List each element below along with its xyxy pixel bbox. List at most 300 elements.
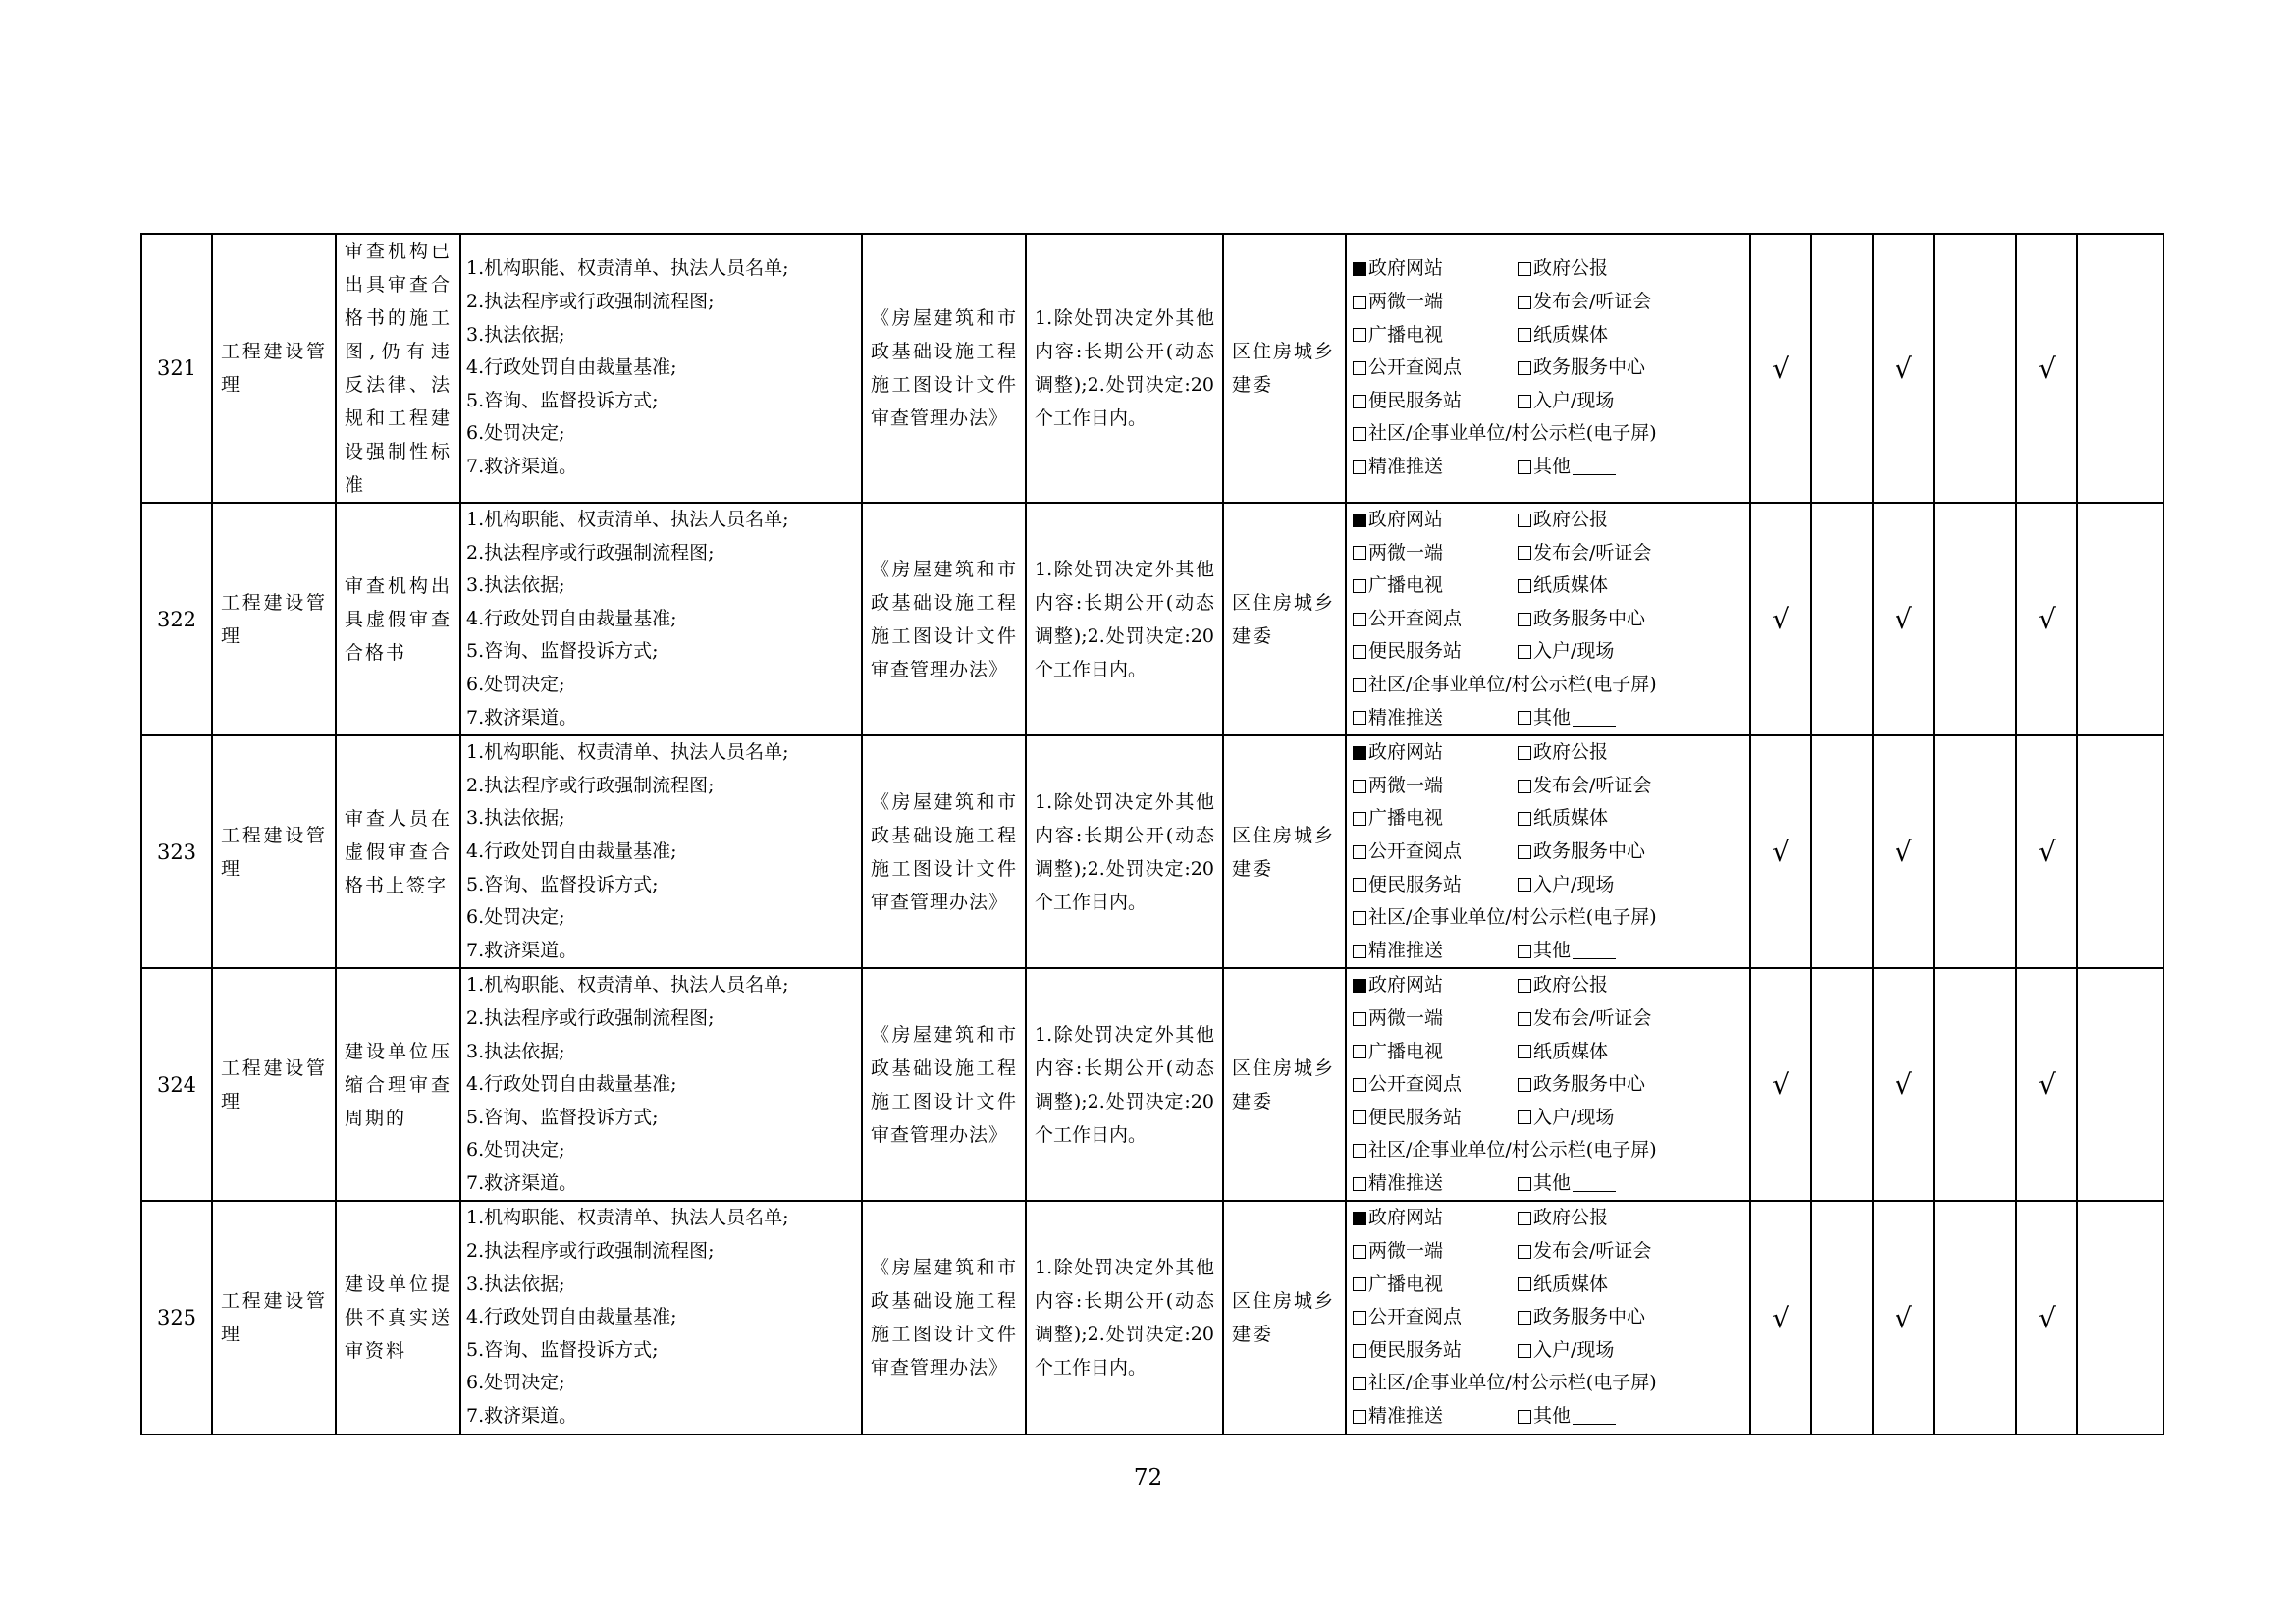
blank-line [1573, 943, 1616, 959]
content-cell [460, 234, 862, 503]
content-line: 1.机构职能、权责清单、执法人员名单; [466, 257, 789, 280]
channel-option [1518, 969, 1682, 1002]
content-line: 2.执法程序或行政强制流程图; [466, 774, 715, 796]
checkbox-icon [1518, 1410, 1531, 1424]
channel-option [1353, 451, 1518, 484]
checkbox-icon [1353, 427, 1366, 441]
channel-option [1518, 1036, 1682, 1069]
check-mark: √ [1750, 234, 1811, 503]
channel-label: 政府网站 [1368, 509, 1444, 530]
checkbox-icon [1353, 262, 1366, 276]
checkbox-icon [1353, 678, 1366, 692]
basis-cell: 《房屋建筑和市政基础设施工程施工图设计文件审查管理办法》 [862, 735, 1026, 968]
channel-label: 广播电视 [1368, 807, 1444, 830]
channel-option [1353, 935, 1518, 968]
content-line: 5.咨询、监督投诉方式; [466, 389, 659, 411]
channel-label: 其他 [1533, 1171, 1572, 1194]
channel-label: 两微一端 [1368, 774, 1444, 796]
channel-label: 其他 [1533, 939, 1572, 961]
checkbox-icon [1518, 1045, 1531, 1058]
check-mark: √ [2016, 968, 2077, 1201]
table-body [141, 234, 2163, 1435]
channel-option [1518, 1269, 1682, 1302]
channel-option [1518, 603, 1682, 636]
content-line: 6.处罚决定; [466, 1372, 565, 1394]
checkbox-icon [1518, 361, 1531, 375]
channel-label: 政府公报 [1533, 974, 1609, 997]
content-line: 6.处罚决定; [466, 422, 565, 445]
content-line: 6.处罚决定; [466, 906, 565, 929]
channel-label: 便民服务站 [1368, 389, 1463, 411]
checkbox-icon [1353, 1311, 1366, 1325]
channel-label: 精准推送 [1368, 706, 1444, 729]
channel-option [1353, 1002, 1518, 1036]
checkbox-icon [1518, 1245, 1531, 1259]
channel-option [1353, 1400, 1518, 1434]
period-cell: 1.除处罚决定外其他内容:长期公开(动态调整);2.处罚决定:20个工作日内。 [1026, 503, 1223, 735]
check-mark: √ [1873, 735, 1934, 968]
check-mark: √ [2016, 735, 2077, 968]
checkbox-icon [1353, 780, 1366, 793]
checkbox-icon [1353, 395, 1366, 408]
checkbox-icon [1353, 1177, 1366, 1191]
channel-label: 政府公报 [1533, 1207, 1609, 1229]
empty-mark-cell [1811, 1201, 1873, 1434]
content-line: 3.执法依据; [466, 807, 565, 830]
item-cell: 建设单位提供不真实送审资料 [336, 1201, 460, 1434]
content-line: 3.执法依据; [466, 1040, 565, 1062]
row-number: 321 [141, 234, 212, 503]
checkbox-icon [1518, 1344, 1531, 1358]
checkbox-icon [1353, 1144, 1366, 1158]
check-mark: √ [1750, 1201, 1811, 1434]
channel-label: 入户/现场 [1533, 1338, 1615, 1361]
checkbox-icon [1518, 613, 1531, 626]
item-cell: 审查机构出具虚假审查合格书 [336, 503, 460, 735]
checkbox-icon [1518, 645, 1531, 659]
check-mark: √ [1873, 503, 1934, 735]
channels-cell [1346, 234, 1750, 503]
channel-label: 政府公报 [1533, 741, 1609, 764]
check-mark: √ [1873, 234, 1934, 503]
channel-option [1353, 417, 1657, 451]
period-cell: 1.除处罚决定外其他内容:长期公开(动态调整);2.处罚决定:20个工作日内。 [1026, 735, 1223, 968]
category-cell: 工程建设管理 [212, 968, 336, 1201]
channel-option [1518, 869, 1682, 902]
channel-label: 发布会/听证会 [1533, 291, 1652, 313]
channel-label: 政务服务中心 [1533, 356, 1646, 379]
channel-option [1353, 736, 1518, 770]
channel-label: 公开查阅点 [1368, 607, 1463, 629]
channel-label: 政府网站 [1368, 741, 1444, 764]
channel-label: 广播电视 [1368, 1040, 1444, 1062]
channel-option [1353, 252, 1518, 286]
content-line: 2.执法程序或行政强制流程图; [466, 1240, 715, 1263]
channel-option [1518, 252, 1682, 286]
checkbox-icon [1353, 1245, 1366, 1259]
checkbox-icon [1518, 1078, 1531, 1092]
channel-option [1353, 319, 1518, 352]
empty-mark-cell [1934, 234, 2016, 503]
checkbox-icon [1353, 1277, 1366, 1291]
check-mark: √ [1750, 503, 1811, 735]
check-mark: √ [1873, 1201, 1934, 1434]
content-line: 5.咨询、监督投诉方式; [466, 1106, 659, 1128]
content-line: 7.救济渠道。 [466, 455, 578, 477]
blank-line [1573, 1408, 1616, 1425]
channel-label: 公开查阅点 [1368, 1306, 1463, 1328]
checkbox-icon [1353, 361, 1366, 375]
basis-cell: 《房屋建筑和市政基础设施工程施工图设计文件审查管理办法》 [862, 503, 1026, 735]
checkbox-icon [1518, 296, 1531, 309]
empty-mark-cell [1811, 234, 1873, 503]
check-mark: √ [1873, 968, 1934, 1201]
check-mark: √ [2016, 1201, 2077, 1434]
check-mark: √ [1750, 735, 1811, 968]
checkbox-icon [1518, 328, 1531, 342]
checkbox-icon [1353, 1344, 1366, 1358]
checkbox-icon [1353, 812, 1366, 826]
content-line: 6.处罚决定; [466, 1139, 565, 1162]
content-line: 1.机构职能、权责清单、执法人员名单; [466, 1207, 789, 1229]
channel-label: 广播电视 [1368, 1272, 1444, 1295]
checkbox-icon [1353, 1045, 1366, 1058]
checkbox-icon [1518, 514, 1531, 527]
channel-option [1353, 1202, 1518, 1235]
channel-option [1353, 802, 1518, 836]
blank-line [1573, 1175, 1616, 1192]
channel-label: 两微一端 [1368, 1240, 1444, 1263]
checkbox-icon [1518, 878, 1531, 892]
channel-label: 纸质媒体 [1533, 807, 1609, 830]
channel-label: 发布会/听证会 [1533, 1240, 1652, 1263]
channel-label: 政务服务中心 [1533, 839, 1646, 862]
checkbox-icon [1353, 296, 1366, 309]
channel-label: 政务服务中心 [1533, 1073, 1646, 1096]
channel-label: 纸质媒体 [1533, 1272, 1609, 1295]
content-line: 4.行政处罚自由裁量基准; [466, 607, 677, 629]
channel-label: 社区/企事业单位/村公示栏(电子屏) [1368, 1372, 1657, 1394]
channel-option [1518, 1002, 1682, 1036]
category-cell: 工程建设管理 [212, 234, 336, 503]
channel-option [1353, 1068, 1518, 1102]
channel-option [1518, 569, 1682, 603]
empty-mark-cell [1811, 503, 1873, 735]
checkbox-icon [1353, 746, 1366, 760]
channel-option [1353, 537, 1518, 570]
checkbox-icon [1353, 328, 1366, 342]
row-number: 322 [141, 503, 212, 735]
period-cell: 1.除处罚决定外其他内容:长期公开(动态调整);2.处罚决定:20个工作日内。 [1026, 968, 1223, 1201]
content-line: 7.救济渠道。 [466, 706, 578, 729]
checkbox-icon [1353, 460, 1366, 474]
channel-label: 政府网站 [1368, 257, 1444, 280]
channel-label: 便民服务站 [1368, 1106, 1463, 1128]
channel-option [1353, 869, 1518, 902]
disclosure-table [140, 233, 2164, 1435]
empty-mark-cell [2077, 968, 2163, 1201]
channel-label: 精准推送 [1368, 939, 1444, 961]
channel-label: 便民服务站 [1368, 873, 1463, 895]
channel-label: 精准推送 [1368, 1171, 1444, 1194]
empty-mark-cell [2077, 503, 2163, 735]
channel-label: 发布会/听证会 [1533, 1006, 1652, 1029]
channel-option [1518, 451, 1616, 484]
subject-cell: 区住房城乡建委 [1223, 1201, 1346, 1434]
channel-label: 政府公报 [1533, 509, 1609, 530]
checkbox-icon [1353, 878, 1366, 892]
content-line: 7.救济渠道。 [466, 1405, 578, 1428]
row-number: 325 [141, 1201, 212, 1434]
checkbox-icon [1353, 579, 1366, 593]
channel-option [1353, 1334, 1518, 1368]
item-cell: 审查机构已出具审查合格书的施工图,仍有违反法律、法规和工程建设强制性标准 [336, 234, 460, 503]
channel-option [1353, 1167, 1518, 1201]
basis-cell: 《房屋建筑和市政基础设施工程施工图设计文件审查管理办法》 [862, 234, 1026, 503]
channel-label: 入户/现场 [1533, 389, 1615, 411]
empty-mark-cell [2077, 735, 2163, 968]
checkbox-icon [1353, 645, 1366, 659]
channel-option [1518, 935, 1616, 968]
check-mark: √ [2016, 234, 2077, 503]
checkbox-icon [1353, 979, 1366, 993]
checkbox-icon [1518, 1177, 1531, 1191]
content-line: 2.执法程序或行政强制流程图; [466, 541, 715, 564]
empty-mark-cell [1811, 968, 1873, 1201]
content-line: 6.处罚决定; [466, 673, 565, 695]
channel-option [1353, 1367, 1657, 1400]
channel-label: 发布会/听证会 [1533, 774, 1652, 796]
channel-label: 广播电视 [1368, 323, 1444, 346]
checkbox-icon [1353, 945, 1366, 958]
channel-option [1353, 603, 1518, 636]
empty-mark-cell [1934, 1201, 2016, 1434]
channel-label: 公开查阅点 [1368, 1073, 1463, 1096]
channel-label: 两微一端 [1368, 541, 1444, 564]
channel-option [1353, 836, 1518, 869]
channel-option [1518, 537, 1682, 570]
channel-option [1518, 1102, 1682, 1135]
content-line: 5.咨询、监督投诉方式; [466, 873, 659, 895]
content-line: 5.咨询、监督投诉方式; [466, 1338, 659, 1361]
item-cell: 建设单位压缩合理审查周期的 [336, 968, 460, 1201]
content-line: 2.执法程序或行政强制流程图; [466, 291, 715, 313]
channel-option [1518, 702, 1616, 735]
check-mark: √ [2016, 503, 2077, 735]
channel-option [1353, 352, 1518, 385]
period-cell: 1.除处罚决定外其他内容:长期公开(动态调整);2.处罚决定:20个工作日内。 [1026, 234, 1223, 503]
channel-option [1353, 702, 1518, 735]
basis-cell: 《房屋建筑和市政基础设施工程施工图设计文件审查管理办法》 [862, 968, 1026, 1201]
channel-option [1518, 635, 1682, 669]
checkbox-icon [1353, 1110, 1366, 1124]
content-cell [460, 968, 862, 1201]
channel-label: 其他 [1533, 455, 1572, 477]
content-line: 7.救济渠道。 [466, 1171, 578, 1194]
channel-option [1353, 635, 1518, 669]
channel-option [1518, 1167, 1616, 1201]
table-row [141, 735, 2163, 968]
empty-mark-cell [1934, 503, 2016, 735]
content-line: 4.行政处罚自由裁量基准; [466, 1306, 677, 1328]
channel-label: 社区/企事业单位/村公示栏(电子屏) [1368, 1139, 1657, 1162]
channel-label: 其他 [1533, 706, 1572, 729]
checkbox-icon [1353, 1012, 1366, 1026]
channel-label: 政府网站 [1368, 1207, 1444, 1229]
checkbox-icon [1518, 460, 1531, 474]
channels-cell [1346, 735, 1750, 968]
channel-option [1353, 286, 1518, 319]
channel-option [1353, 669, 1657, 702]
channel-label: 纸质媒体 [1533, 1040, 1609, 1062]
channel-option [1518, 1202, 1682, 1235]
row-number: 323 [141, 735, 212, 968]
channel-label: 社区/企事业单位/村公示栏(电子屏) [1368, 673, 1657, 695]
table-row [141, 503, 2163, 735]
checkbox-icon [1518, 579, 1531, 593]
subject-cell: 区住房城乡建委 [1223, 503, 1346, 735]
empty-mark-cell [1811, 735, 1873, 968]
checkbox-icon [1353, 514, 1366, 527]
channel-option [1518, 770, 1682, 803]
channel-label: 纸质媒体 [1533, 574, 1609, 597]
channel-option [1518, 736, 1682, 770]
channel-label: 社区/企事业单位/村公示栏(电子屏) [1368, 906, 1657, 929]
subject-cell: 区住房城乡建委 [1223, 234, 1346, 503]
content-line: 4.行政处罚自由裁量基准; [466, 839, 677, 862]
checkbox-icon [1353, 1410, 1366, 1424]
channel-label: 其他 [1533, 1405, 1572, 1428]
channel-option [1353, 1301, 1518, 1334]
channel-label: 便民服务站 [1368, 1338, 1463, 1361]
content-line: 4.行政处罚自由裁量基准; [466, 1073, 677, 1096]
channel-option [1518, 1068, 1682, 1102]
item-cell: 审查人员在虚假审查合格书上签字 [336, 735, 460, 968]
channel-label: 两微一端 [1368, 291, 1444, 313]
checkbox-icon [1353, 1377, 1366, 1390]
channel-label: 政府网站 [1368, 974, 1444, 997]
channel-option [1353, 569, 1518, 603]
check-mark: √ [1750, 968, 1811, 1201]
subject-cell: 区住房城乡建委 [1223, 968, 1346, 1201]
content-cell [460, 1201, 862, 1434]
content-line: 4.行政处罚自由裁量基准; [466, 356, 677, 379]
checkbox-icon [1518, 711, 1531, 725]
page-number: 72 [1133, 1465, 1163, 1490]
content-line: 1.机构职能、权责清单、执法人员名单; [466, 974, 789, 997]
checkbox-icon [1518, 262, 1531, 276]
content-line: 3.执法依据; [466, 574, 565, 597]
checkbox-icon [1518, 812, 1531, 826]
channel-label: 两微一端 [1368, 1006, 1444, 1029]
channel-option [1353, 1235, 1518, 1269]
empty-mark-cell [1934, 735, 2016, 968]
channel-option [1353, 1102, 1518, 1135]
channel-option [1353, 385, 1518, 418]
checkbox-icon [1353, 546, 1366, 560]
content-line: 1.机构职能、权责清单、执法人员名单; [466, 741, 789, 764]
checkbox-icon [1518, 746, 1531, 760]
channel-label: 入户/现场 [1533, 1106, 1615, 1128]
channel-option [1518, 1235, 1682, 1269]
channel-label: 入户/现场 [1533, 873, 1615, 895]
channel-label: 政务服务中心 [1533, 607, 1646, 629]
content-line: 3.执法依据; [466, 323, 565, 346]
channel-label: 精准推送 [1368, 1405, 1444, 1428]
channels-cell [1346, 503, 1750, 735]
empty-mark-cell [1934, 968, 2016, 1201]
channel-label: 精准推送 [1368, 455, 1444, 477]
channel-option [1353, 504, 1518, 537]
channel-option [1518, 385, 1682, 418]
blank-line [1573, 710, 1616, 727]
row-number: 324 [141, 968, 212, 1201]
channel-label: 发布会/听证会 [1533, 541, 1652, 564]
checkbox-icon [1518, 546, 1531, 560]
channel-option [1353, 969, 1518, 1002]
channel-option [1518, 802, 1682, 836]
channel-label: 纸质媒体 [1533, 323, 1609, 346]
checkbox-icon [1518, 1012, 1531, 1026]
checkbox-icon [1353, 845, 1366, 859]
channel-label: 入户/现场 [1533, 640, 1615, 663]
content-line: 5.咨询、监督投诉方式; [466, 640, 659, 663]
subject-cell: 区住房城乡建委 [1223, 735, 1346, 968]
checkbox-icon [1353, 711, 1366, 725]
content-line: 3.执法依据; [466, 1272, 565, 1295]
channel-option [1353, 770, 1518, 803]
checkbox-icon [1518, 780, 1531, 793]
checkbox-icon [1518, 945, 1531, 958]
content-line: 1.机构职能、权责清单、执法人员名单; [466, 509, 789, 530]
checkbox-icon [1353, 911, 1366, 925]
table-row [141, 234, 2163, 503]
checkbox-icon [1518, 845, 1531, 859]
channel-label: 便民服务站 [1368, 640, 1463, 663]
table-row [141, 1201, 2163, 1434]
checkbox-icon [1518, 1311, 1531, 1325]
channel-option [1518, 1334, 1682, 1368]
channel-option [1353, 1134, 1657, 1167]
table-row [141, 968, 2163, 1201]
channel-label: 政府公报 [1533, 257, 1609, 280]
channels-cell [1346, 1201, 1750, 1434]
channel-label: 公开查阅点 [1368, 356, 1463, 379]
empty-mark-cell [2077, 1201, 2163, 1434]
channel-option [1518, 352, 1682, 385]
content-line: 7.救济渠道。 [466, 939, 578, 961]
channel-label: 公开查阅点 [1368, 839, 1463, 862]
category-cell: 工程建设管理 [212, 735, 336, 968]
channel-label: 社区/企事业单位/村公示栏(电子屏) [1368, 422, 1657, 445]
channel-label: 广播电视 [1368, 574, 1444, 597]
checkbox-icon [1518, 979, 1531, 993]
channels-cell [1346, 968, 1750, 1201]
channel-label: 政务服务中心 [1533, 1306, 1646, 1328]
channel-option [1353, 901, 1657, 935]
category-cell: 工程建设管理 [212, 503, 336, 735]
checkbox-icon [1353, 1078, 1366, 1092]
checkbox-icon [1518, 395, 1531, 408]
channel-option [1518, 1301, 1682, 1334]
channel-option [1518, 504, 1682, 537]
channel-option [1353, 1036, 1518, 1069]
channel-option [1353, 1269, 1518, 1302]
checkbox-icon [1353, 1212, 1366, 1225]
basis-cell: 《房屋建筑和市政基础设施工程施工图设计文件审查管理办法》 [862, 1201, 1026, 1434]
content-cell [460, 503, 862, 735]
category-cell: 工程建设管理 [212, 1201, 336, 1434]
